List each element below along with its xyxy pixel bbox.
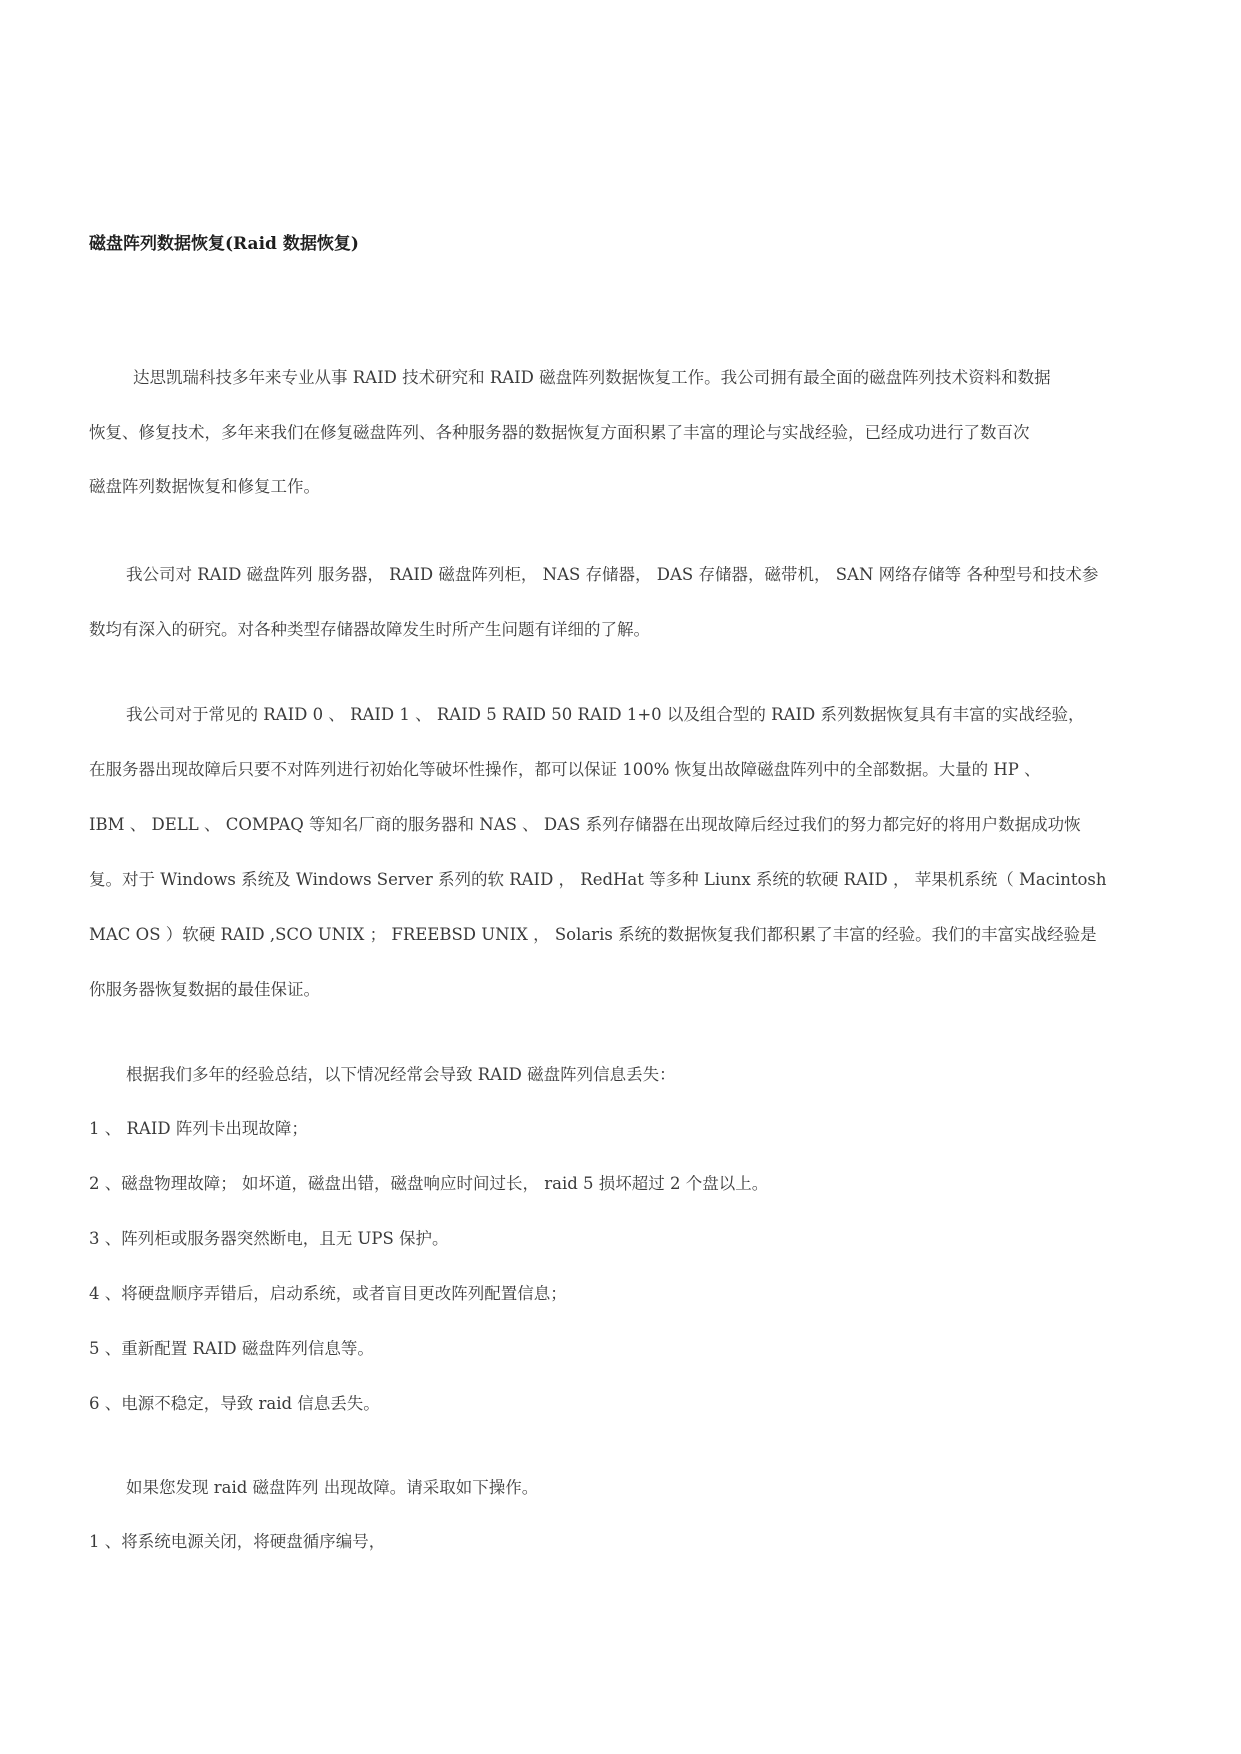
page-title: 磁盘阵列数据恢复(Raid 数据恢复) <box>89 234 359 254</box>
experience-line: 你服务器恢复数据的最佳保证。 <box>89 980 320 999</box>
experience-line: IBM 、 DELL 、 COMPAQ 等知名厂商的服务器和 NAS 、 DAS 系列存储器在出现故障后经过我们的努力都完好的将用户数据成功恢 <box>89 815 1081 834</box>
cause-item: 4 、将硬盘顺序弄错后，启动系统，或者盲目更改阵列配置信息； <box>89 1284 567 1303</box>
experience-line: 我公司对于常见的 RAID 0 、 RAID 1 、 RAID 5 RAID 50 RAID 1+0 以及组合型的 RAID 系列数据恢复具有丰富的实战经验， <box>126 705 1085 724</box>
cause-item: 1 、 RAID 阵列卡出现故障； <box>89 1119 308 1138</box>
experience-line: MAC OS ）软硬 RAID ,SCO UNIX ； FREEBSD UNIX ， Solaris 系统的数据恢复我们都积累了丰富的经验。我们的丰富实战经验是 <box>89 925 1097 944</box>
causes-intro: 根据我们多年的经验总结，以下情况经常会导致 RAID 磁盘阵列信息丢失： <box>126 1065 676 1084</box>
actions-intro: 如果您发现 raid 磁盘阵列 出现故障。请采取如下操作。 <box>126 1478 539 1497</box>
cause-item: 2 、磁盘物理故障； 如坏道，磁盘出错，磁盘响应时间过长， raid 5 损坏超过 2 个盘以上。 <box>89 1174 769 1193</box>
action-item: 1 、将系统电源关闭，将硬盘循序编号， <box>89 1532 386 1551</box>
intro-line: 达思凯瑞科技多年来专业从事 RAID 技术研究和 RAID 磁盘阵列数据恢复工作。我公司拥有最全面的磁盘阵列技术资料和数据 <box>133 368 1051 387</box>
intro-line: 磁盘阵列数据恢复和修复工作。 <box>89 477 320 496</box>
intro-line: 恢复、修复技术，多年来我们在修复磁盘阵列、各种服务器的数据恢复方面积累了丰富的理论与实战经验，已经成功进行了数百次 <box>89 423 1030 442</box>
experience-line: 复。对于 Windows 系统及 Windows Server 系列的软 RAID ， RedHat 等多种 Liunx 系统的软硬 RAID ， 苹果机系统（ Macintosh <box>89 870 1107 889</box>
cause-item: 3 、阵列柜或服务器突然断电，且无 UPS 保护。 <box>89 1229 449 1248</box>
research-line: 数均有深入的研究。对各种类型存储器故障发生时所产生问题有详细的了解。 <box>89 620 650 639</box>
cause-item: 5 、重新配置 RAID 磁盘阵列信息等。 <box>89 1339 374 1358</box>
cause-item: 6 、电源不稳定，导致 raid 信息丢失。 <box>89 1394 380 1413</box>
experience-line: 在服务器出现故障后只要不对阵列进行初始化等破坏性操作，都可以保证 100% 恢复出故障磁盘阵列中的全部数据。大量的 HP 、 <box>89 760 1041 779</box>
research-line: 我公司对 RAID 磁盘阵列 服务器， RAID 磁盘阵列柜， NAS 存储器， DAS 存储器，磁带机， SAN 网络存储等 各种型号和技术参 <box>126 565 1099 584</box>
